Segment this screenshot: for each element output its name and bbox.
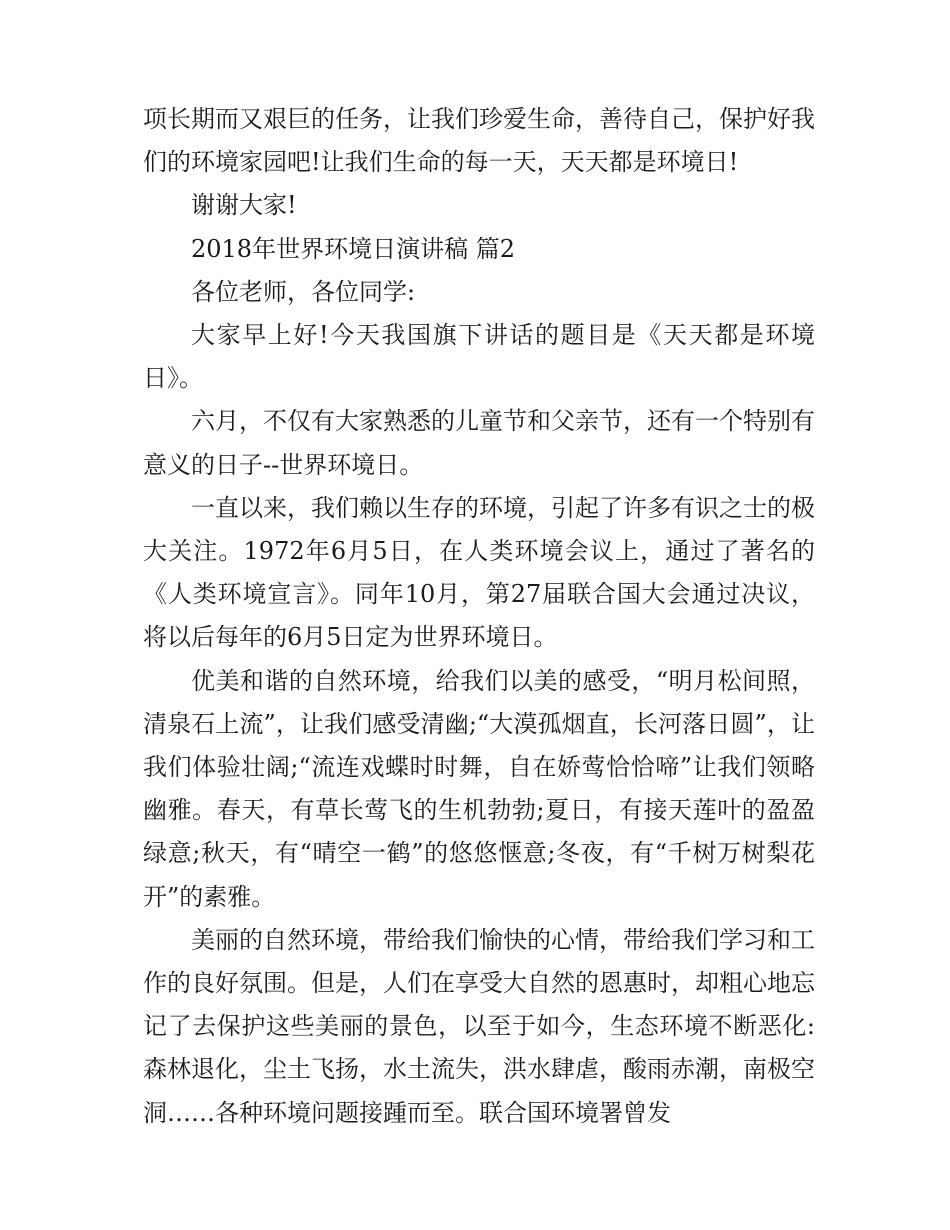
paragraph-nature-beauty: 优美和谐的自然环境，给我们以美的感受，“明月松间照，清泉石上流”，让我们感受清幽;“大漠孤烟直，长河落日圆”，让我们体验壮阔;“流连戏蝶时时舞，自在娇莺恰恰啼”让我们领略幽雅。春天，有草长莺飞的生机勃勃;夏日，有接天莲叶的盈盈绿意;秋天，有“晴空一鹤”的悠悠惬意;冬夜，有“千树万树梨花开”的素雅。 — [143, 666, 815, 911]
speech-title: 2018年世界环境日演讲稿 篇2 — [191, 234, 515, 263]
document-body — [143, 98, 815, 1135]
paragraph-closing-continuation: 项长期而又艰巨的任务，让我们珍爱生命，善待自己，保护好我们的环境家园吧!让我们生命的每一天，天天都是环境日! — [143, 105, 815, 177]
paragraph-salutation: 各位老师，各位同学: — [191, 277, 416, 306]
paragraph-june: 六月，不仅有大家熟悉的儿童节和父亲节，还有一个特别有意义的日子--世界环境日。 — [143, 407, 815, 479]
paragraph-history: 一直以来，我们赖以生存的环境，引起了许多有识之士的极大关注。1972年6月5日，在人类环境会议上，通过了著名的《人类环境宣言》。同年10月，第27届联合国大会通过决议，将以后每年的6月5日定为世界环境日。 — [143, 493, 815, 652]
paragraph-greeting: 大家早上好!今天我国旗下讲话的题目是《天天都是环境日》。 — [143, 321, 815, 393]
paragraph-thanks: 谢谢大家! — [191, 191, 297, 220]
paragraph-environment-problems: 美丽的自然环境，带给我们愉快的心情，带给我们学习和工作的良好氛围。但是，人们在享受大自然的恩惠时，却粗心地忘记了去保护这些美丽的景色，以至于如今，生态环境不断恶化:森林退化，尘土飞扬，水土流失，洪水肆虐，酸雨赤潮，南极空洞……各种环境问题接踵而至。联合国环境署曾发 — [143, 925, 815, 1127]
